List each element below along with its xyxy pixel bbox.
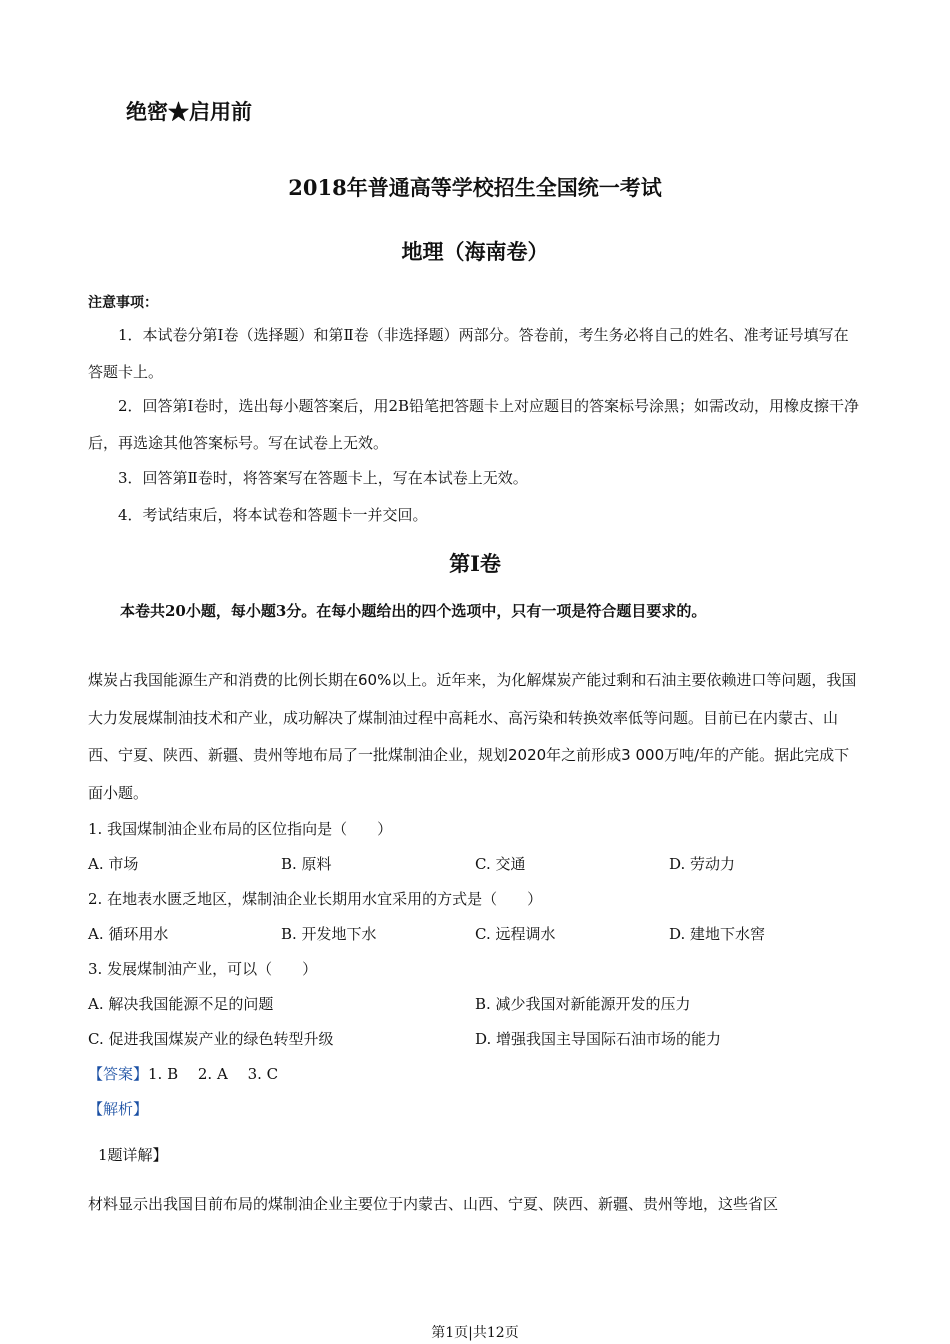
notice-item-1: 1．本试卷分第Ⅰ卷（选择题）和第Ⅱ卷（非选择题）两部分。答卷前，考生务必将自己的姓名、准考证号填写在答题卡上。: [88, 326, 849, 381]
answer-label: 【答案】: [88, 1065, 149, 1083]
answer-line: [88, 1063, 278, 1084]
notice-heading: 注意事项：: [88, 295, 158, 311]
question-2-option-a: A. 循环用水: [88, 925, 169, 943]
question-3-option-c: C. 促进我国煤炭产业的绿色转型升级: [88, 1030, 334, 1048]
question-3-stem: 3. 发展煤制油产业，可以（ ）: [88, 960, 318, 978]
question-1-option-b: B. 原料: [281, 855, 332, 873]
volume-instruction: 本卷共20小题，每小题3分。在每小题给出的四个选项中，只有一项是符合题目要求的。: [120, 602, 707, 620]
question-2-option-c: C. 远程调水: [475, 925, 556, 943]
question-2-option-d: D. 建地下水窖: [669, 925, 766, 943]
question-1-option-a: A. 市场: [88, 855, 139, 873]
analysis-detail-label: 1题详解】: [98, 1146, 168, 1164]
question-3-option-d: D. 增强我国主导国际石油市场的能力: [475, 1030, 722, 1048]
notice-item-2: 2．回答第Ⅰ卷时，选出每小题答案后，用2B铅笔把答题卡上对应题目的答案标号涂黑；如需改动，用橡皮擦干净后，再选途其他答案标号。写在试卷上无效。: [88, 397, 860, 452]
answer-value: 1. B 2. A 3. C: [148, 1065, 279, 1083]
exam-subtitle: 地理（海南卷）: [401, 239, 549, 264]
question-1-stem: 1. 我国煤制油企业布局的区位指向是（ ）: [88, 820, 393, 838]
confidential-label: 绝密★启用前: [126, 99, 252, 124]
question-2-option-b: B. 开发地下水: [281, 925, 377, 943]
question-1-option-d: D. 劳动力: [669, 855, 736, 873]
question-1-option-c: C. 交通: [475, 855, 526, 873]
reading-passage: 煤炭占我国能源生产和消费的比例长期在60%以上。近年来，为化解煤炭产能过剩和石油主要依赖进口等问题，我国大力发展煤制油技术和产业，成功解决了煤制油过程中高耗水、高污染和转换效率低等问题。目前已在内蒙古、山西、宁夏、陕西、新疆、贵州等地布局了一批煤制油企业，规划2020年之前形成3 000万吨/年的产能。据此完成下面小题。: [88, 671, 857, 802]
analysis-label: 【解析】: [88, 1100, 149, 1118]
question-2-stem: 2. 在地表水匮乏地区，煤制油企业长期用水宜采用的方式是（ ）: [88, 890, 543, 908]
exam-title: 2018年普通高等学校招生全国统一考试: [288, 175, 662, 200]
page-footer: 第1页|共12页: [431, 1325, 519, 1341]
notice-item-4: 4．考试结束后，将本试卷和答题卡一并交回。: [118, 506, 428, 524]
notice-item-3: 3．回答第Ⅱ卷时，将答案写在答题卡上，写在本试卷上无效。: [118, 469, 528, 487]
analysis-text: 材料显示出我国目前布局的煤制油企业主要位于内蒙古、山西、宁夏、陕西、新疆、贵州等地，这些省区: [88, 1195, 779, 1213]
volume-title: 第Ⅰ卷: [449, 551, 501, 576]
question-3-option-b: B. 减少我国对新能源开发的压力: [475, 995, 691, 1013]
question-3-option-a: A. 解决我国能源不足的问题: [88, 995, 274, 1013]
